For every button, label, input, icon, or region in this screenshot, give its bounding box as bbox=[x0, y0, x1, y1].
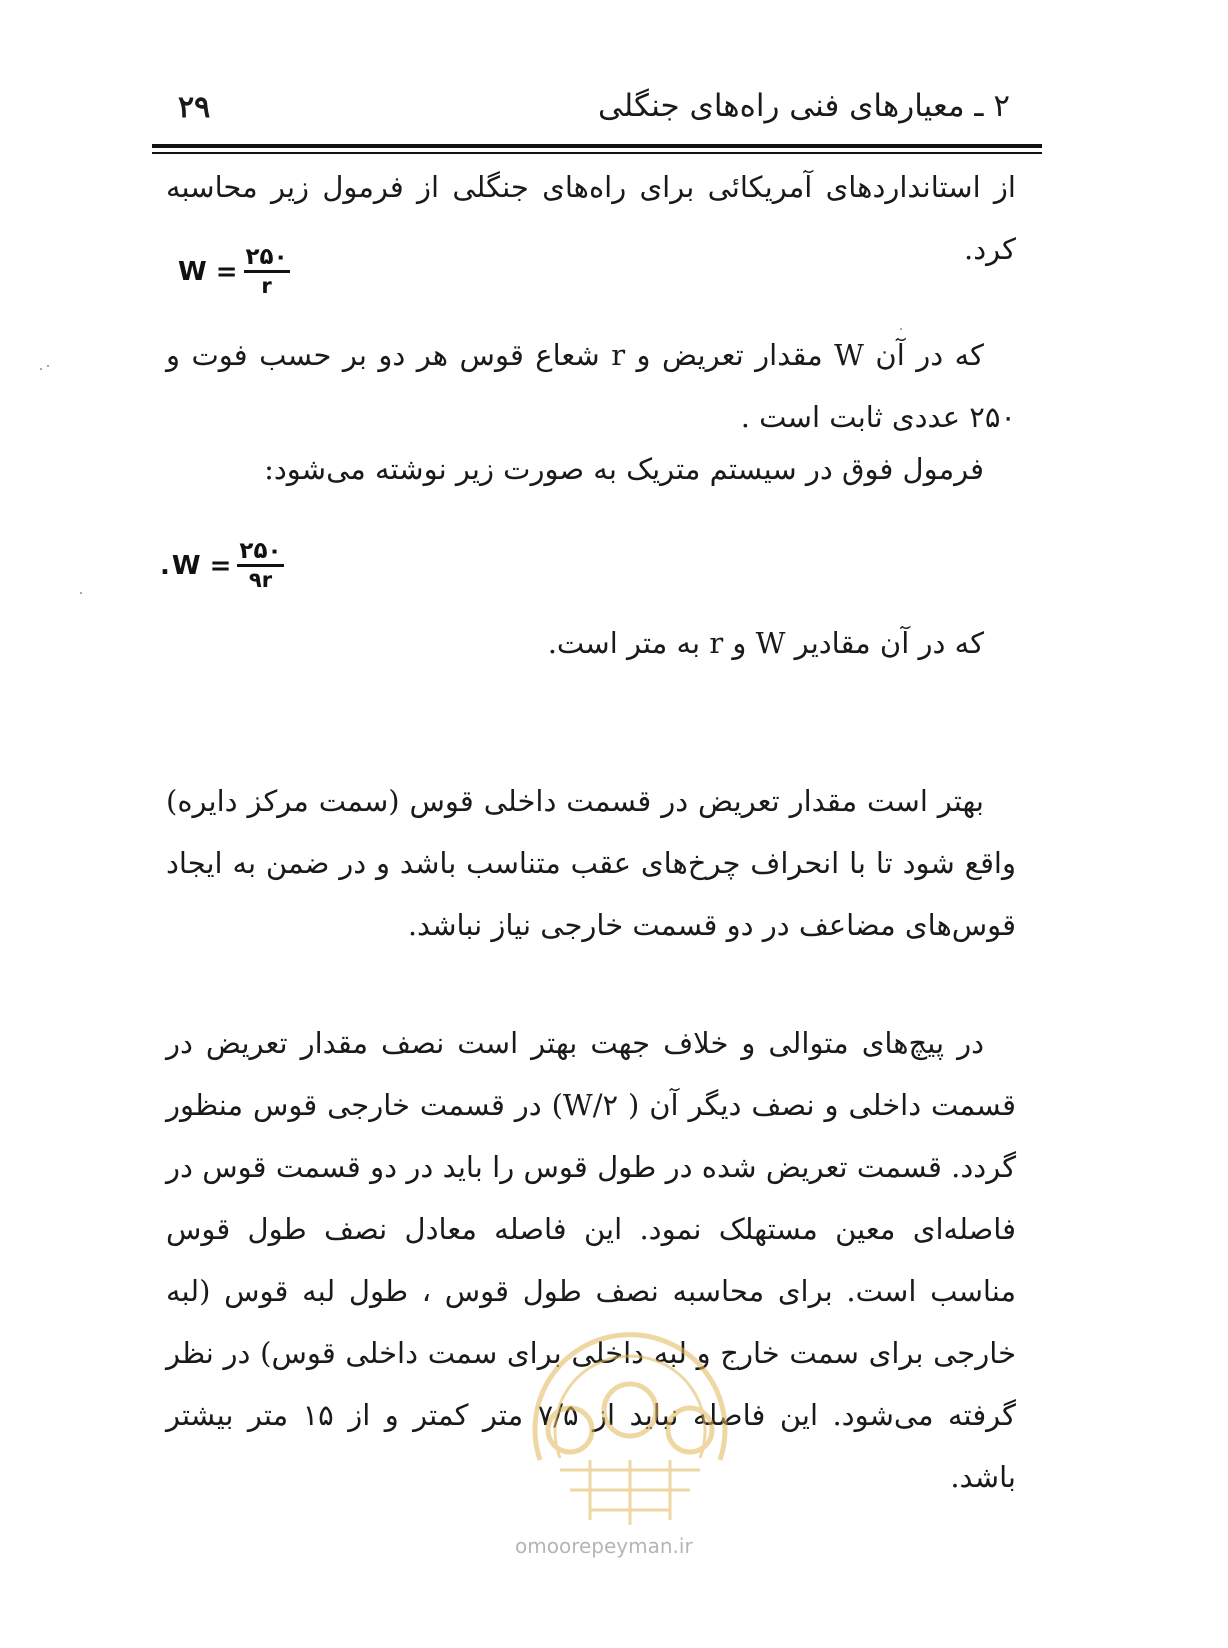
paragraph-widening-inner: بهتر است مقدار تعریض در قسمت داخلی قوس (سمت مرکز دایره) واقع شود تا با انحراف چرخ‌های عقب متناسب باشد و در ضمن به ایجاد قوس‌های مضاعف در دو قسمت خارجی نیاز نباشد. bbox=[166, 784, 1016, 942]
header-rule-thin bbox=[152, 152, 1042, 154]
fraction bbox=[244, 244, 290, 299]
paragraph-reverse-curves: در پیچ‌های متوالی و خلاف جهت بهتر است نصف مقدار تعریض در قسمت داخلی و نصف دیگر آن ( W/۲) در قسمت خارجی قوس منظور گردد. قسمت تعریض شده در طول قوس را باید در دو قسمت قوس در فاصله‌ای معین مستهلک نمود. این فاصله معادل نصف طول قوس مناسب است. برای محاسبه نصف طول قوس ، طول لبه قوس (لبه خارجی برای سمت خارج و لبه داخلی برای سمت داخلی قوس) در نظر گرفته می‌شود. این فاصله نباید از ۷/۵ متر کمتر و از ۱۵ متر بیشتر باشد. bbox=[166, 1026, 1016, 1494]
formula-lhs: W = bbox=[178, 256, 238, 287]
page-number: ۲۹ bbox=[178, 90, 211, 125]
formula-metric bbox=[160, 538, 284, 593]
fraction-numerator: ۲۵۰ bbox=[239, 538, 282, 564]
paragraph-metric-units: که در آن مقادیر W و r به متر است. bbox=[547, 626, 984, 660]
scan-speck bbox=[900, 328, 902, 330]
paragraph-intro: از استانداردهای آمریکائی برای راه‌های جنگلی از فرمول زیر محاسبه کرد. bbox=[166, 170, 1016, 266]
scan-speck bbox=[80, 592, 82, 594]
chapter-title: ۲ ـ معیارهای فنی راه‌های جنگلی bbox=[597, 88, 1010, 124]
scan-speck bbox=[40, 368, 42, 370]
header-rule-thick bbox=[152, 144, 1042, 148]
scan-speck bbox=[47, 365, 49, 367]
fraction-denominator: r bbox=[261, 274, 272, 298]
formula-lhs: W = bbox=[171, 550, 232, 581]
fraction-denominator: ۹r bbox=[248, 568, 273, 592]
formula-imperial bbox=[178, 244, 290, 299]
formula-prefix: . bbox=[160, 550, 170, 581]
paragraph-variable-definitions: که در آن W مقدار تعریض و r شعاع قوس هر دو بر حسب فوت و ۲۵۰ عددی ثابت است . bbox=[166, 338, 1016, 434]
publisher-seal-watermark bbox=[500, 1310, 760, 1530]
fraction-numerator: ۲۵۰ bbox=[245, 244, 288, 270]
fraction bbox=[237, 538, 283, 593]
watermark-url: omoorepeyman.ir bbox=[515, 1534, 693, 1558]
paragraph-metric-intro: فرمول فوق در سیستم متریک به صورت زیر نوشته می‌شود: bbox=[264, 452, 984, 486]
